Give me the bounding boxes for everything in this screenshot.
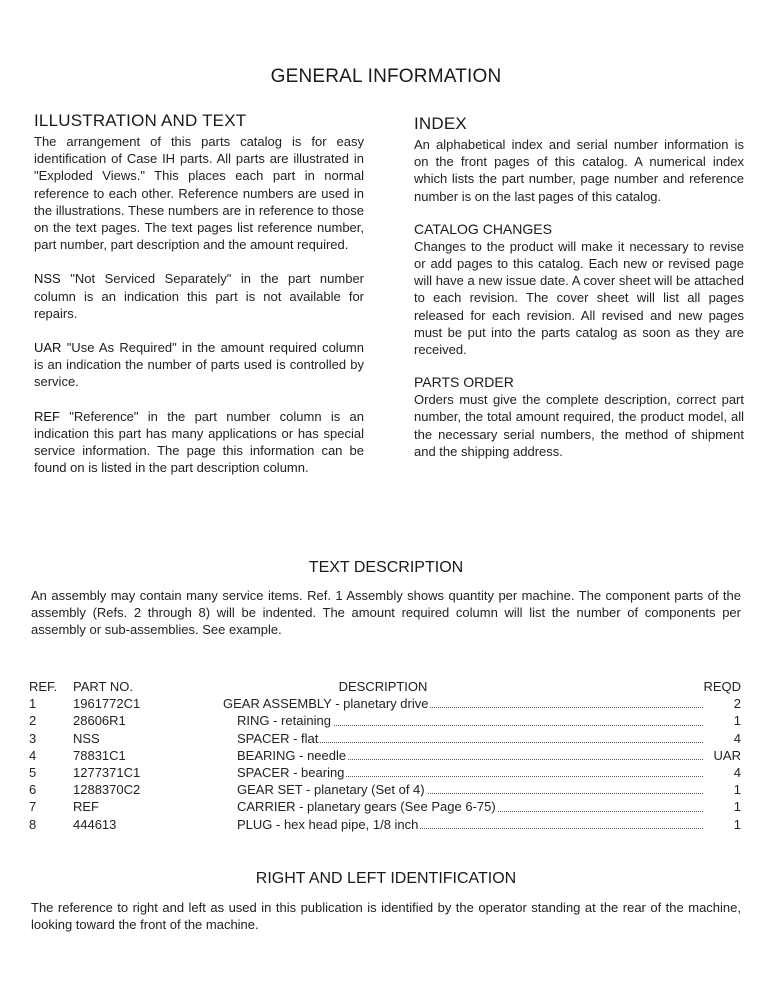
row-reqd: 1 [733, 782, 741, 798]
parts-table-header [29, 678, 741, 695]
table-row [29, 816, 741, 833]
table-row [29, 781, 741, 798]
parts-table [29, 678, 741, 833]
row-reqd: 1 [733, 816, 741, 832]
nss-term: NSS [34, 271, 61, 287]
index-text: An alphabetical index and serial number information is on the front pages of this catalog. A numerical index which lists the part number, page number and reference number is on the last pages of this catalog. [414, 137, 744, 204]
row-part-no: REF [73, 799, 99, 815]
parts-order-heading: PARTS ORDER [414, 374, 514, 391]
index-heading: INDEX [414, 114, 467, 133]
row-ref: 2 [29, 713, 37, 729]
row-description: GEAR SET - planetary (Set of 4) [237, 781, 703, 798]
row-part-no: 1277371C1 [73, 764, 141, 780]
row-ref: 4 [29, 747, 37, 763]
table-row [29, 764, 741, 781]
illustration-text: The arrangement of this parts catalog is for easy identification of Case IH parts. All parts are illustrated in "Exploded Views." This places each part in normal reference to each other. Reference numbers are used in the illustrations. These numbers are in reference to those on the text pages. The text pages list reference number, part number, part description and the amount required. [34, 134, 364, 253]
row-description: PLUG - hex head pipe, 1/8 inch [237, 816, 703, 833]
row-part-no: 28606R1 [73, 713, 126, 729]
row-reqd: 4 [733, 764, 741, 780]
row-part-no: 1288370C2 [73, 782, 141, 798]
left-column [34, 111, 364, 476]
table-row [29, 730, 741, 747]
right-left-heading: RIGHT AND LEFT IDENTIFICATION [255, 870, 517, 887]
row-ref: 5 [29, 764, 37, 780]
row-ref: 1 [29, 696, 37, 712]
right-column [414, 114, 744, 460]
uar-paragraph [34, 339, 364, 391]
ref-paragraph [34, 408, 364, 477]
header-part-no: PART NO. [73, 679, 133, 694]
text-description-heading: TEXT DESCRIPTION [308, 559, 464, 576]
table-row [29, 747, 741, 764]
nss-paragraph [34, 270, 364, 322]
page-title: GENERAL INFORMATION [270, 66, 502, 87]
row-description: CARRIER - planetary gears (See Page 6-75) [237, 798, 703, 815]
parts-order-text: Orders must give the complete description, correct part number, the total amount required, the product model, all the necessary serial numbers, the method of shipment and the shipping address. [414, 392, 744, 459]
uar-term: UAR [34, 340, 62, 356]
row-description: BEARING - needle [237, 747, 703, 764]
row-ref: 6 [29, 782, 37, 798]
table-row [29, 695, 741, 712]
row-description: RING - retaining [237, 712, 703, 729]
right-left-text: The reference to right and left as used in this publication is identified by the operator standing at the rear of the machine, looking toward the front of the machine. [31, 900, 741, 933]
text-description-text: An assembly may contain many service items. Ref. 1 Assembly shows quantity per machine. The component parts of the assembly (Refs. 2 through 8) will be indented. The amount required column will list the number of components per assembly or sub-assemblies. See example. [31, 588, 741, 638]
row-part-no: 1961772C1 [73, 696, 141, 712]
illustration-heading: ILLUSTRATION AND TEXT [34, 111, 247, 130]
header-description: DESCRIPTION [338, 679, 428, 694]
row-part-no: 78831C1 [73, 747, 126, 763]
row-reqd: 1 [733, 713, 741, 729]
row-ref: 8 [29, 816, 37, 832]
uar-text: "Use As Required" in the amount required column is an indication the number of parts used is controlled by service. [34, 340, 364, 390]
row-part-no: 444613 [73, 816, 117, 832]
header-reqd: REQD [703, 679, 741, 694]
row-part-no: NSS [73, 730, 100, 746]
catalog-changes-heading: CATALOG CHANGES [414, 220, 552, 237]
nss-text: "Not Serviced Separately" in the part number column is an indication this part is not available for repairs. [34, 271, 364, 321]
ref-text: "Reference" in the part number column is an indication this part has many applications or has special service information. The page this information can be found on is listed in the part description column. [34, 408, 364, 476]
table-row [29, 798, 741, 815]
row-description: GEAR ASSEMBLY - planetary drive [223, 695, 703, 712]
row-ref: 7 [29, 799, 37, 815]
row-description: SPACER - bearing [237, 764, 703, 781]
row-reqd: UAR [713, 747, 741, 763]
row-reqd: 2 [733, 696, 741, 712]
table-row [29, 712, 741, 729]
row-reqd: 1 [733, 799, 741, 815]
header-ref: REF. [29, 679, 58, 694]
catalog-changes-text: Changes to the product will make it necessary to revise or add pages to this catalog. Each new or revised page will have a new issue date. A cover sheet will be attached to each revision. The cover sheet will list all pages released for each revision. All revised and new pages must be put into the parts catalog as soon as they are received. [414, 238, 744, 358]
ref-term: REF [34, 408, 60, 424]
row-description: SPACER - flat [237, 730, 703, 747]
row-reqd: 4 [733, 730, 741, 746]
row-ref: 3 [29, 730, 37, 746]
